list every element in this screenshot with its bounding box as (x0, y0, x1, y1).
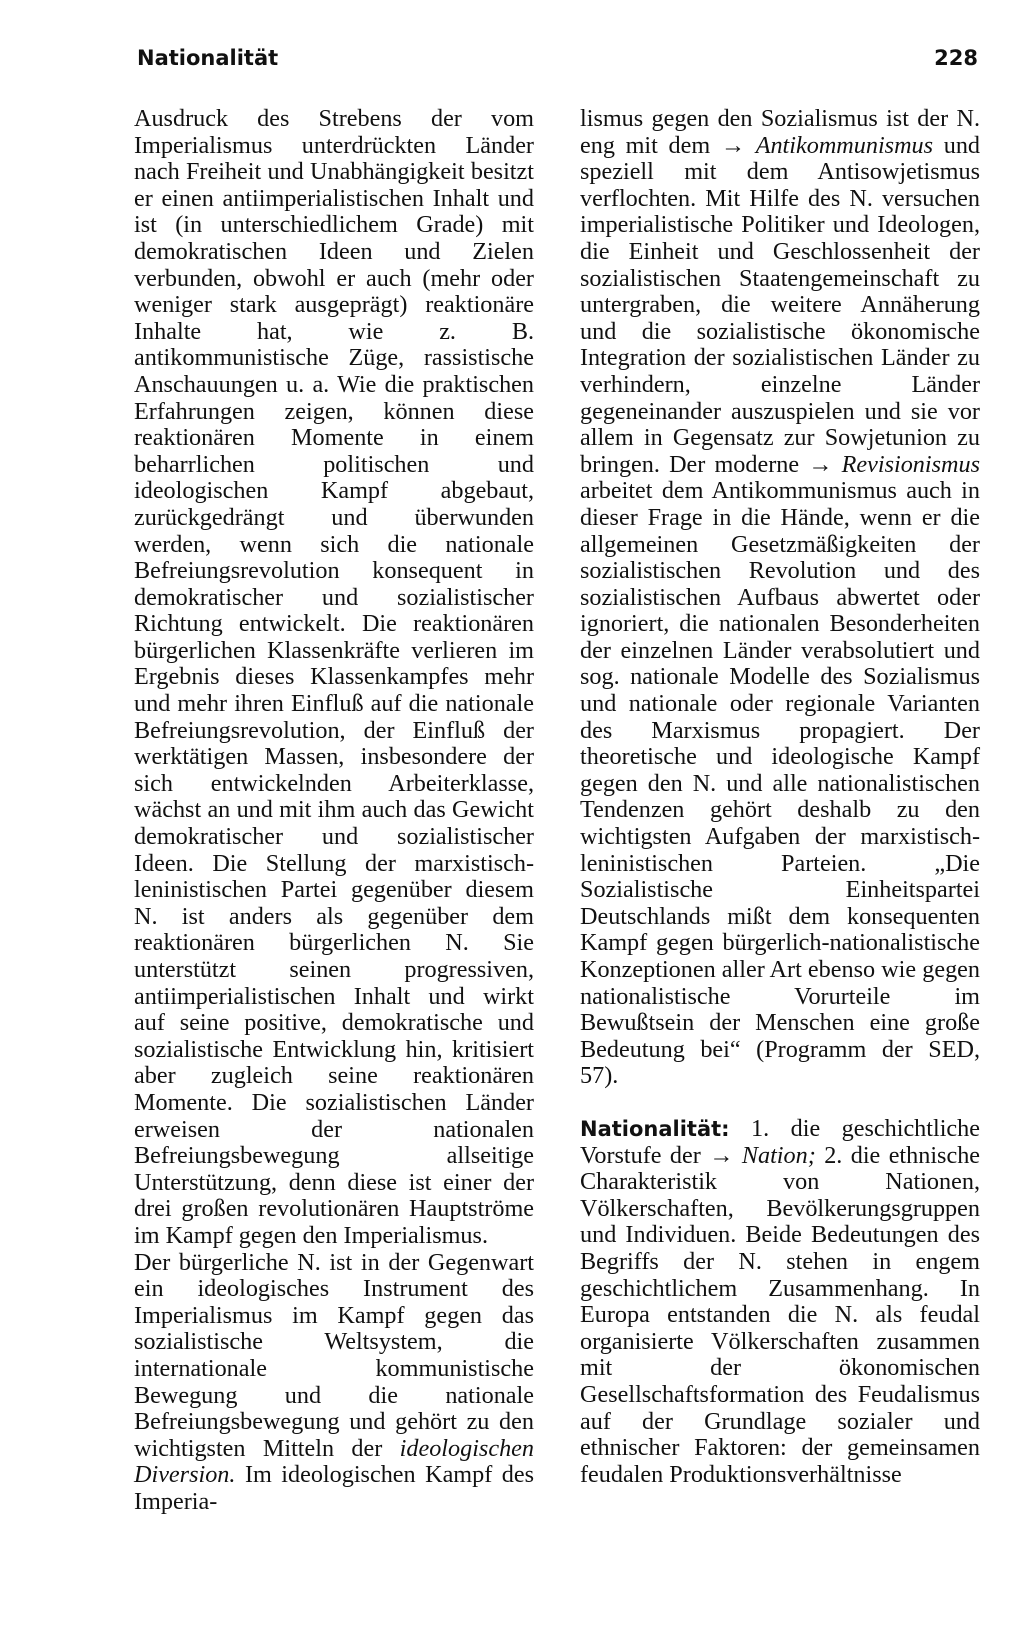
dictionary-entry (580, 1116, 980, 1488)
entry-spacer (580, 1090, 980, 1116)
paragraph (134, 1250, 534, 1516)
paragraph (134, 106, 534, 1250)
paragraph (580, 106, 980, 1090)
cross-reference-term[interactable]: Antikommunismus (755, 131, 934, 159)
text-run: arbeitet dem Antikommunismus auch in dieser Frage in die Hände, wenn er die allgemeinen Gesetzmäßigkeiten der sozialistischen Revolution und des sozialistischen Aufbaus abwertet oder ignoriert, die nationalen Besonderheiten der einzelnen Länder verabsolutiert und sog. nationale Modelle des Sozialismus und nationale oder regionale Varianten des Marxismus propagiert. Der theoretische und ideologische Kampf gegen den N. und alle nationalistischen Tendenzen gehört deshalb zu den wichtigsten Aufgaben der marxistisch-leninistischen Parteien. „Die Sozialistische Einheitspartei Deutschlands mißt dem konsequenten Kampf gegen bürgerlich-nationalistische Konzeptionen aller Art ebenso wie gegen nationalistische Vorurteile im Bewußtsein der Menschen eine große Bedeutung bei“ (Programm der SED, 57). (580, 477, 980, 1090)
text-run: 2. die ethnische Charakteristik von Nationen, Völkerschaften, Bevölkerungsgruppen und Individuen. Beide Bedeutungen des Begriffs der N. stehen in engem geschichtlichem Zusammenhang. In Europa entstanden die N. als feudal organisierte Völkerschaften zusammen mit der ökonomischen Gesellschaftsformation des Feudalismus auf der Grundlage sozialer und ethnischer Faktoren: der gemeinsamen feudalen Produktionsverhältnisse (580, 1141, 981, 1488)
running-header-title: Nationalität (137, 46, 279, 70)
text-run: lismus gegen den Sozialismus ist der N. eng mit dem (580, 105, 980, 159)
entry-keyword: Nationalität: (580, 1116, 730, 1141)
cross-reference-arrow-icon: → (808, 450, 833, 478)
text-run: Der bürgerliche N. ist in der Gegenwart ein ideologisches Instrument des Imperialismus im Kampf gegen das sozialistische Weltsystem, die internationale kommunistische Bewegung und die nationale Befreiungsbewegung und gehört zu den wichtigsten Mitteln der (134, 1248, 534, 1462)
page-number: 228 (934, 46, 978, 70)
cross-reference-arrow-icon: → (720, 131, 746, 159)
cross-reference-term[interactable]: Nation; (741, 1141, 816, 1169)
text-run: Ausdruck des Strebens der vom Imperialismus unterdrückten Länder nach Freiheit und Unabhängigkeit besitzt er einen antiimperialistischen Inhalt und ist (in unterschiedlichem Grade) mit demokratischen Ideen und Zielen verbunden, obwohl er auch (mehr oder weniger stark ausgeprägt) reaktionäre Inhalte hat, wie z. B. antikommunistische Züge, rassistische Anschauungen u. a. Wie die praktischen Erfahrungen zeigen, können diese reaktionären Momente in einem beharrlichen politischen und ideologischen Kampf abgebaut, zurückgedrängt und überwunden werden, wenn sich die nationale Befreiungsrevolution konsequent in demokratischer und sozialistischer Richtung entwickelt. Die reaktionären bürgerlichen Klassenkräfte verlieren im Ergebnis dieses Klassenkampfes mehr und mehr ihren Einfluß auf die nationale Befreiungsrevolution, der Einfluß der werktätigen Massen, insbesondere der sich entwickelnden Arbeiterklasse, wächst an und mit ihm auch das Gewicht demokratischer und sozialistischer Ideen. Die Stellung der marxistisch-leninistischen Partei gegenüber diesem N. ist anders als gegenüber dem reaktionären bürgerlichen N. Sie unterstützt seinen progressiven, antiimperialistischen Inhalt und wirkt auf seine positive, demokratische und sozialistische Entwicklung hin, kritisiert aber zugleich seine reaktionären Momente. Die sozialistischen Länder erweisen der nationalen Befreiungsbewegung allseitige Unterstützung, denn diese ist einer der drei großen revolutionären Hauptströme im Kampf gegen den Imperialismus. (134, 105, 534, 1249)
text-run: 1. die geschichtliche Vorstufe der (580, 1114, 980, 1169)
cross-reference-arrow-icon: → (709, 1141, 734, 1169)
italic-term: ideologischen Diversion. (134, 1434, 534, 1489)
cross-reference-term[interactable]: Revisionismus (841, 450, 981, 478)
right-column (580, 106, 980, 1488)
text-run: und speziell mit dem Antisowjetismus verflochten. Mit Hilfe des N. versuchen imperialistische Politiker und Ideologen, die Einheit und Geschlossenheit der sozialistischen Staatengemeinschaft zu untergraben, die weitere Annäherung und die sozialistische ökonomische Integration der sozialistischen Länder zu verhindern, einzelne Länder gegeneinander auszuspielen und sie vor allem in Gegensatz zur Sowjetunion zu bringen. Der moderne (580, 131, 981, 478)
left-column (134, 106, 534, 1515)
text-run: Im ideologischen Kampf des Imperia- (134, 1461, 534, 1515)
